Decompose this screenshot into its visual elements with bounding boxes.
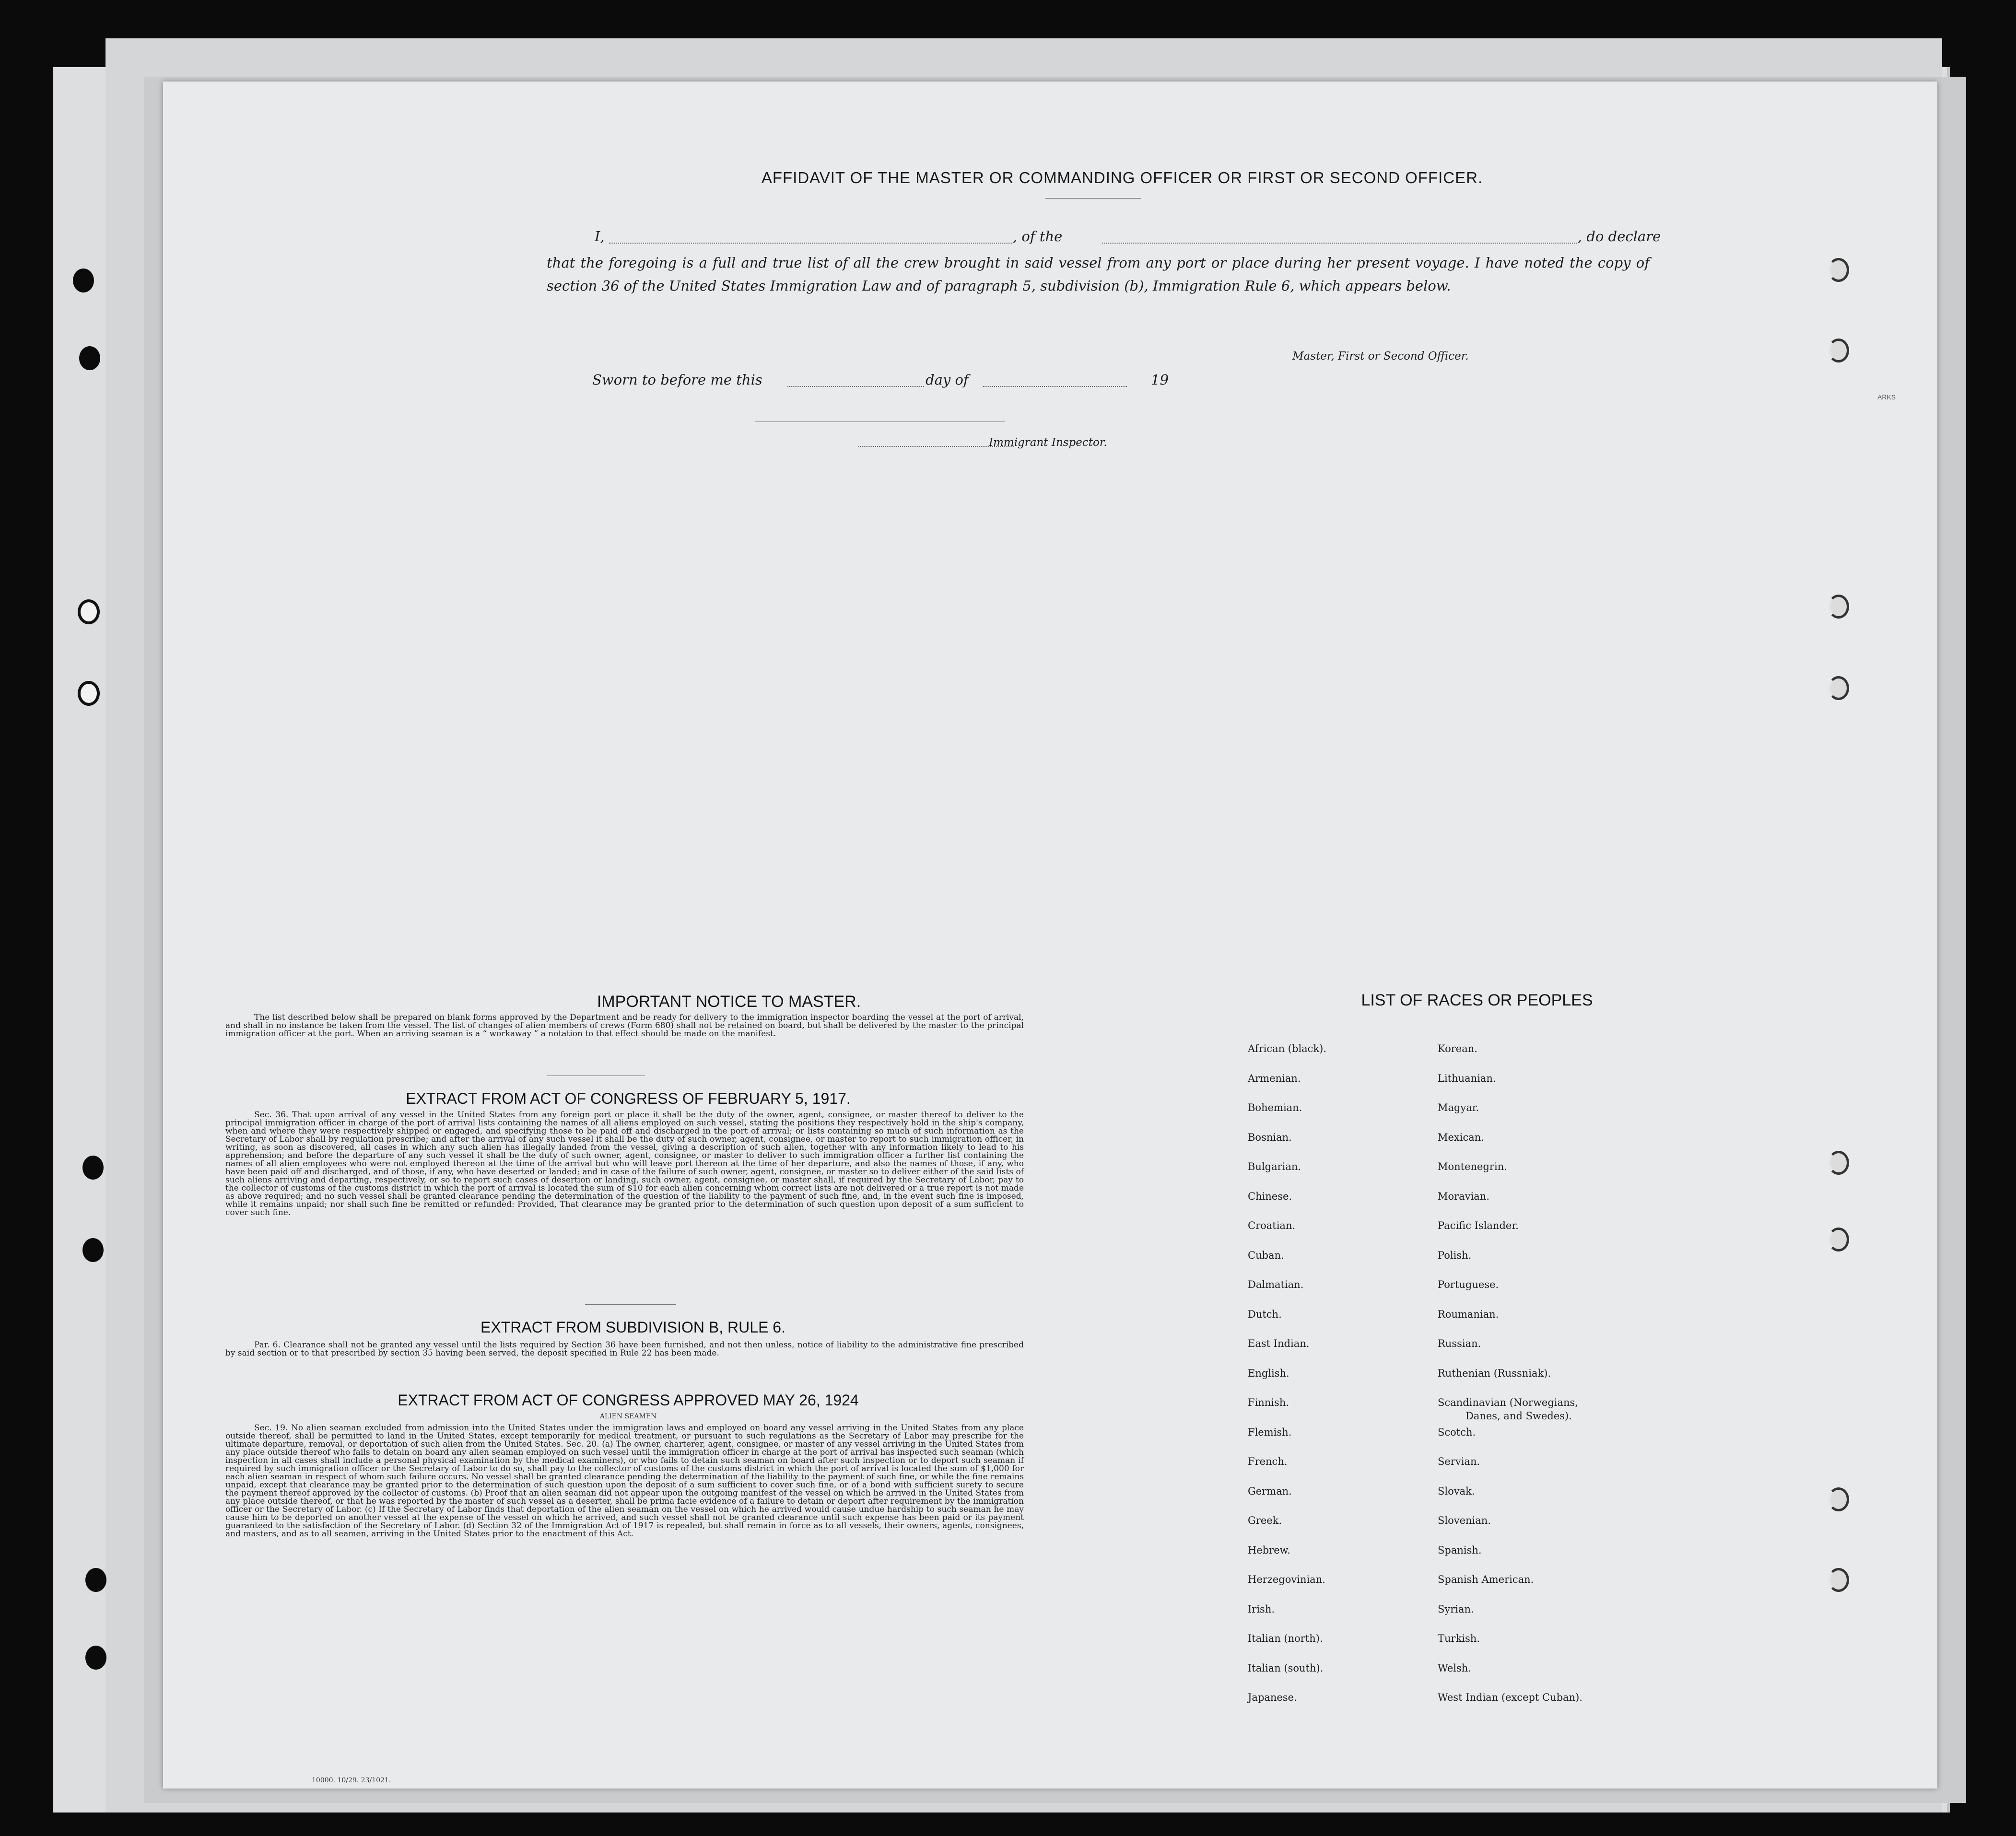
race-item: Welsh. — [1438, 1662, 1471, 1674]
race-item: German. — [1248, 1485, 1292, 1497]
race-item: Mexican. — [1438, 1131, 1484, 1143]
inspector-line[interactable] — [755, 421, 1005, 422]
race-item: Slovenian. — [1438, 1515, 1491, 1526]
race-item: Montenegrin. — [1438, 1161, 1507, 1172]
race-item: Lithuanian. — [1438, 1072, 1496, 1084]
notice-text: The list described below shall be prepared on blank forms approved by the Department and be ready for delivery to the immigration inspector boarding the vessel at the port of arrival, and shall in no instance be taken from the vessel. The list of changes of alien members of crews (Form 680) shall not be retained on board, but shall be delivered by the master to the principal immigration officer at the port. When an arriving seaman is a “ workaway ” a notation to that effect should be made on the manifest. — [225, 1013, 1024, 1039]
race-item — [1438, 1397, 1582, 1427]
inspector-caption: Immigrant Inspector. — [989, 436, 1107, 449]
punch-hole — [1828, 676, 1849, 700]
binder-hole — [85, 1646, 106, 1670]
race-item: Magyar. — [1438, 1102, 1479, 1113]
signature-caption: Master, First or Second Officer. — [1292, 350, 1469, 363]
race-item: Polish. — [1438, 1249, 1472, 1261]
declare-i: I, — [595, 228, 605, 245]
name-blank[interactable] — [609, 243, 1012, 244]
race-item: English. — [1248, 1367, 1289, 1379]
race-item: Portuguese. — [1438, 1279, 1499, 1290]
edge-text: ARKS — [1877, 393, 1896, 401]
race-item: Cuban. — [1248, 1249, 1284, 1261]
race-item: Roumanian. — [1438, 1308, 1499, 1320]
race-item: Slovak. — [1438, 1485, 1475, 1497]
race-item: Servian. — [1438, 1456, 1480, 1467]
punch-hole — [1828, 595, 1849, 619]
race-item: African (black). — [1248, 1043, 1327, 1054]
race-item: Greek. — [1248, 1515, 1282, 1526]
race-item: Syrian. — [1438, 1603, 1474, 1615]
race-item: Flemish. — [1248, 1426, 1292, 1438]
binder-hole — [85, 1568, 106, 1592]
race-item-text: Scandinavian (Norwegians, — [1438, 1397, 1579, 1408]
vessel-blank[interactable] — [1102, 243, 1577, 244]
race-item: West Indian (except Cuban). — [1438, 1692, 1583, 1703]
binder-hole — [82, 1156, 104, 1180]
binder-hole — [78, 681, 100, 706]
race-item: Bulgarian. — [1248, 1161, 1301, 1172]
race-item: Croatian. — [1248, 1220, 1296, 1231]
race-item: Herzegovinian. — [1248, 1574, 1325, 1585]
extract-1917-title: EXTRACT FROM ACT OF CONGRESS OF FEBRUARY 5, 1917. — [406, 1090, 851, 1107]
race-item: Dutch. — [1248, 1308, 1282, 1320]
races-column-1 — [1248, 1043, 1326, 1721]
sworn-prefix: Sworn to before me this — [592, 372, 762, 388]
punch-hole — [1828, 1151, 1849, 1175]
race-item: Dalmatian. — [1248, 1279, 1304, 1290]
race-item: Moravian. — [1438, 1190, 1490, 1202]
extract-1917-text: Sec. 36. That upon arrival of any vessel in the United States from any foreign port or place it shall be the duty of the owner, agent, consignee, or master thereof to deliver to the principal immigration officer in charge of the port of arrival lists containing the names of all aliens employed on such vessel, stating the positions they respectively hold in the ship's company, when and where they were respectively shipped or engaged, and specifying those to be paid off and discharged in the port of arrival; or lists containing so much of such information as the Secretary of Labor shall by regulation prescribe; and after the arrival of any such vessel it shall be the duty of such owner, agent, consignee, or master to report to such immigration officer, in writing, as soon as discovered, all cases in which any such alien has illegally landed from the vessel, giving a description of such alien, together with any information likely to lead to his apprehension; and before the departure of any such vessel it shall be the duty of such owner, agent, consignee, or master to deliver to such immigration officer a further list containing the names of all alien employees who were not employed thereon at the time of the arrival but who will leave port thereon at the time of her departure, and also the names of those, if any, who have been paid off and discharged, and of those, if any, who have deserted or landed; and in case of the failure of such owner, agent, consignee, or master so to deliver either of the said lists of such aliens arriving and departing, respectively, or so to report such cases of desertion or landing, such owner, agent, consignee, or master shall, if required by the Secretary of Labor, pay to the collector of customs of the customs district in which the port of arrival is located the sum of $10 for each alien concerning whom correct lists are not delivered or a true report is not made as above required; and no such vessel shall be granted clearance pending the determination of the question of the liability to the payment of such fine, and, in the event such fine is imposed, while it remains unpaid; nor shall such fine be remitted or refunded: Provided, That clearance may be granted prior to the determination of such question upon deposit of a sum sufficient to cover such fine. — [225, 1110, 1024, 1217]
sworn-year: 19 — [1151, 372, 1169, 388]
punch-hole — [1828, 339, 1849, 363]
race-item: Armenian. — [1248, 1072, 1301, 1084]
divider — [585, 1304, 676, 1305]
punch-hole — [1828, 1487, 1849, 1511]
race-item: Japanese. — [1248, 1692, 1297, 1703]
binder-hole — [79, 346, 100, 370]
race-item: Hebrew. — [1248, 1544, 1290, 1556]
manifest-page — [163, 82, 1937, 1789]
punch-hole — [1828, 1228, 1849, 1251]
sworn-day-of: day of — [926, 372, 969, 388]
races-title: LIST OF RACES OR PEOPLES — [1361, 991, 1593, 1009]
notice-title: IMPORTANT NOTICE TO MASTER. — [597, 993, 861, 1011]
declare-do-declare: , do declare — [1578, 228, 1661, 245]
punch-hole — [1828, 1568, 1849, 1592]
sworn-month-blank[interactable] — [983, 386, 1127, 387]
race-item: Finnish. — [1248, 1397, 1289, 1408]
race-item: Bosnian. — [1248, 1131, 1292, 1143]
race-item: Spanish. — [1438, 1544, 1482, 1556]
extract-1924-title: EXTRACT FROM ACT OF CONGRESS APPROVED MAY 26, 1924 — [398, 1392, 859, 1409]
extract-1924-subtitle: ALIEN SEAMEN — [599, 1413, 657, 1420]
form-code: 10000. 10/29. 23/1021. — [312, 1777, 391, 1784]
race-item: French. — [1248, 1456, 1288, 1467]
races-column-2 — [1438, 1043, 1582, 1721]
sworn-day-blank[interactable] — [787, 386, 924, 387]
race-item: Korean. — [1438, 1043, 1477, 1054]
race-item: Ruthenian (Russniak). — [1438, 1367, 1551, 1379]
declare-of-the: , of the — [1013, 228, 1063, 245]
extract-1924-text: Sec. 19. No alien seaman excluded from admission into the United States under the immigration laws and employed on board any vessel arriving in the United States from any place outside thereof, shall be permitted to land in the United States, except temporarily for medical treatment, or pursuant to such regulations as the Secretary of Labor may prescribe for the ultimate departure, removal, or deportation of such alien from the United States. Sec. 20. (a) The owner, charterer, agent, consignee, or master of any vessel arriving in the United States from any place outside thereof who fails to detain on board any alien seaman employed on such vessel until the immigration officer in charge at the port of arrival has inspected such seaman (which inspection in all cases shall include a personal physical examination by the medical examiners), or who fails to detain such seaman on board after such inspection or to deport such seaman if required by such immigration officer or the Secretary of Labor to do so, shall pay to the collector of customs of the customs district in which the port of arrival is located the sum of $1,000 for each alien seaman in respect of whom such failure occurs. No vessel shall be granted clearance pending the determination of the liability to the payment of such fine, or while the fine remains unpaid, except that clearance may be granted prior to the determination of such question upon the deposit of a sum sufficient to cover such fine, or of a bond with sufficient surety to secure the payment thereof approved by the collector of customs. (b) Proof that an alien seaman did not appear upon the outgoing manifest of the vessel on which he arrived in the United States from any place outside thereof, or that he was reported by the master of such vessel as a deserter, shall be prima facie evidence of a failure to detain or deport after requirement by the immigration officer or the Secretary of Labor. (c) If the Secretary of Labor finds that deportation of the alien seaman on the vessel on which he arrived would cause undue hardship to such seaman he may cause him to be deported on another vessel at the expense of the vessel on which he arrived, and such vessel shall not be granted clearance until such expense has been paid or its payment guaranteed to the satisfaction of the Secretary of Labor. (d) Section 32 of the Immigration Act of 1917 is repealed, but shall remain in force as to all vessels, their owners, agents, consignees, and masters, and as to all seamen, arriving in the United States prior to the enactment of this Act. — [225, 1423, 1024, 1539]
race-item: Italian (north). — [1248, 1633, 1323, 1644]
race-item: East Indian. — [1248, 1338, 1310, 1349]
binder-hole — [78, 599, 100, 624]
extract-rule6-text: Par. 6. Clearance shall not be granted any vessel until the lists required by Section 36 have been furnished, and not then unless, notice of liability to the administrative fine prescribed by said section or to that prescribed by section 35 having been served, the deposit specified in Rule 22 has been made. — [225, 1340, 1024, 1358]
race-item: Italian (south). — [1248, 1662, 1324, 1674]
race-item: Irish. — [1248, 1603, 1275, 1615]
race-item: Scotch. — [1438, 1426, 1476, 1438]
race-item: Pacific Islander. — [1438, 1220, 1519, 1231]
affidavit-statement: that the foregoing is a full and true list of all the crew brought in said vessel from any port or place during her present voyage. I have noted the copy of section 36 of the United States Immigration Law and of paragraph 5, subdivision (b), Immigration Rule 6, which appears below. — [547, 255, 1650, 294]
race-item: Turkish. — [1438, 1633, 1480, 1644]
title-underline — [1045, 198, 1141, 199]
affidavit-title: AFFIDAVIT OF THE MASTER OR COMMANDING OFFICER OR FIRST OR SECOND OFFICER. — [761, 169, 1483, 187]
race-item: Chinese. — [1248, 1190, 1292, 1202]
race-item: Russian. — [1438, 1338, 1481, 1349]
punch-hole — [1828, 258, 1849, 282]
race-item-continuation: Danes, and Swedes). — [1465, 1410, 1572, 1422]
binder-hole — [73, 269, 94, 292]
race-item: Bohemian. — [1248, 1102, 1302, 1113]
binder-hole — [82, 1238, 104, 1262]
extract-rule6-title: EXTRACT FROM SUBDIVISION B, RULE 6. — [481, 1319, 785, 1336]
race-item: Spanish American. — [1438, 1574, 1534, 1585]
